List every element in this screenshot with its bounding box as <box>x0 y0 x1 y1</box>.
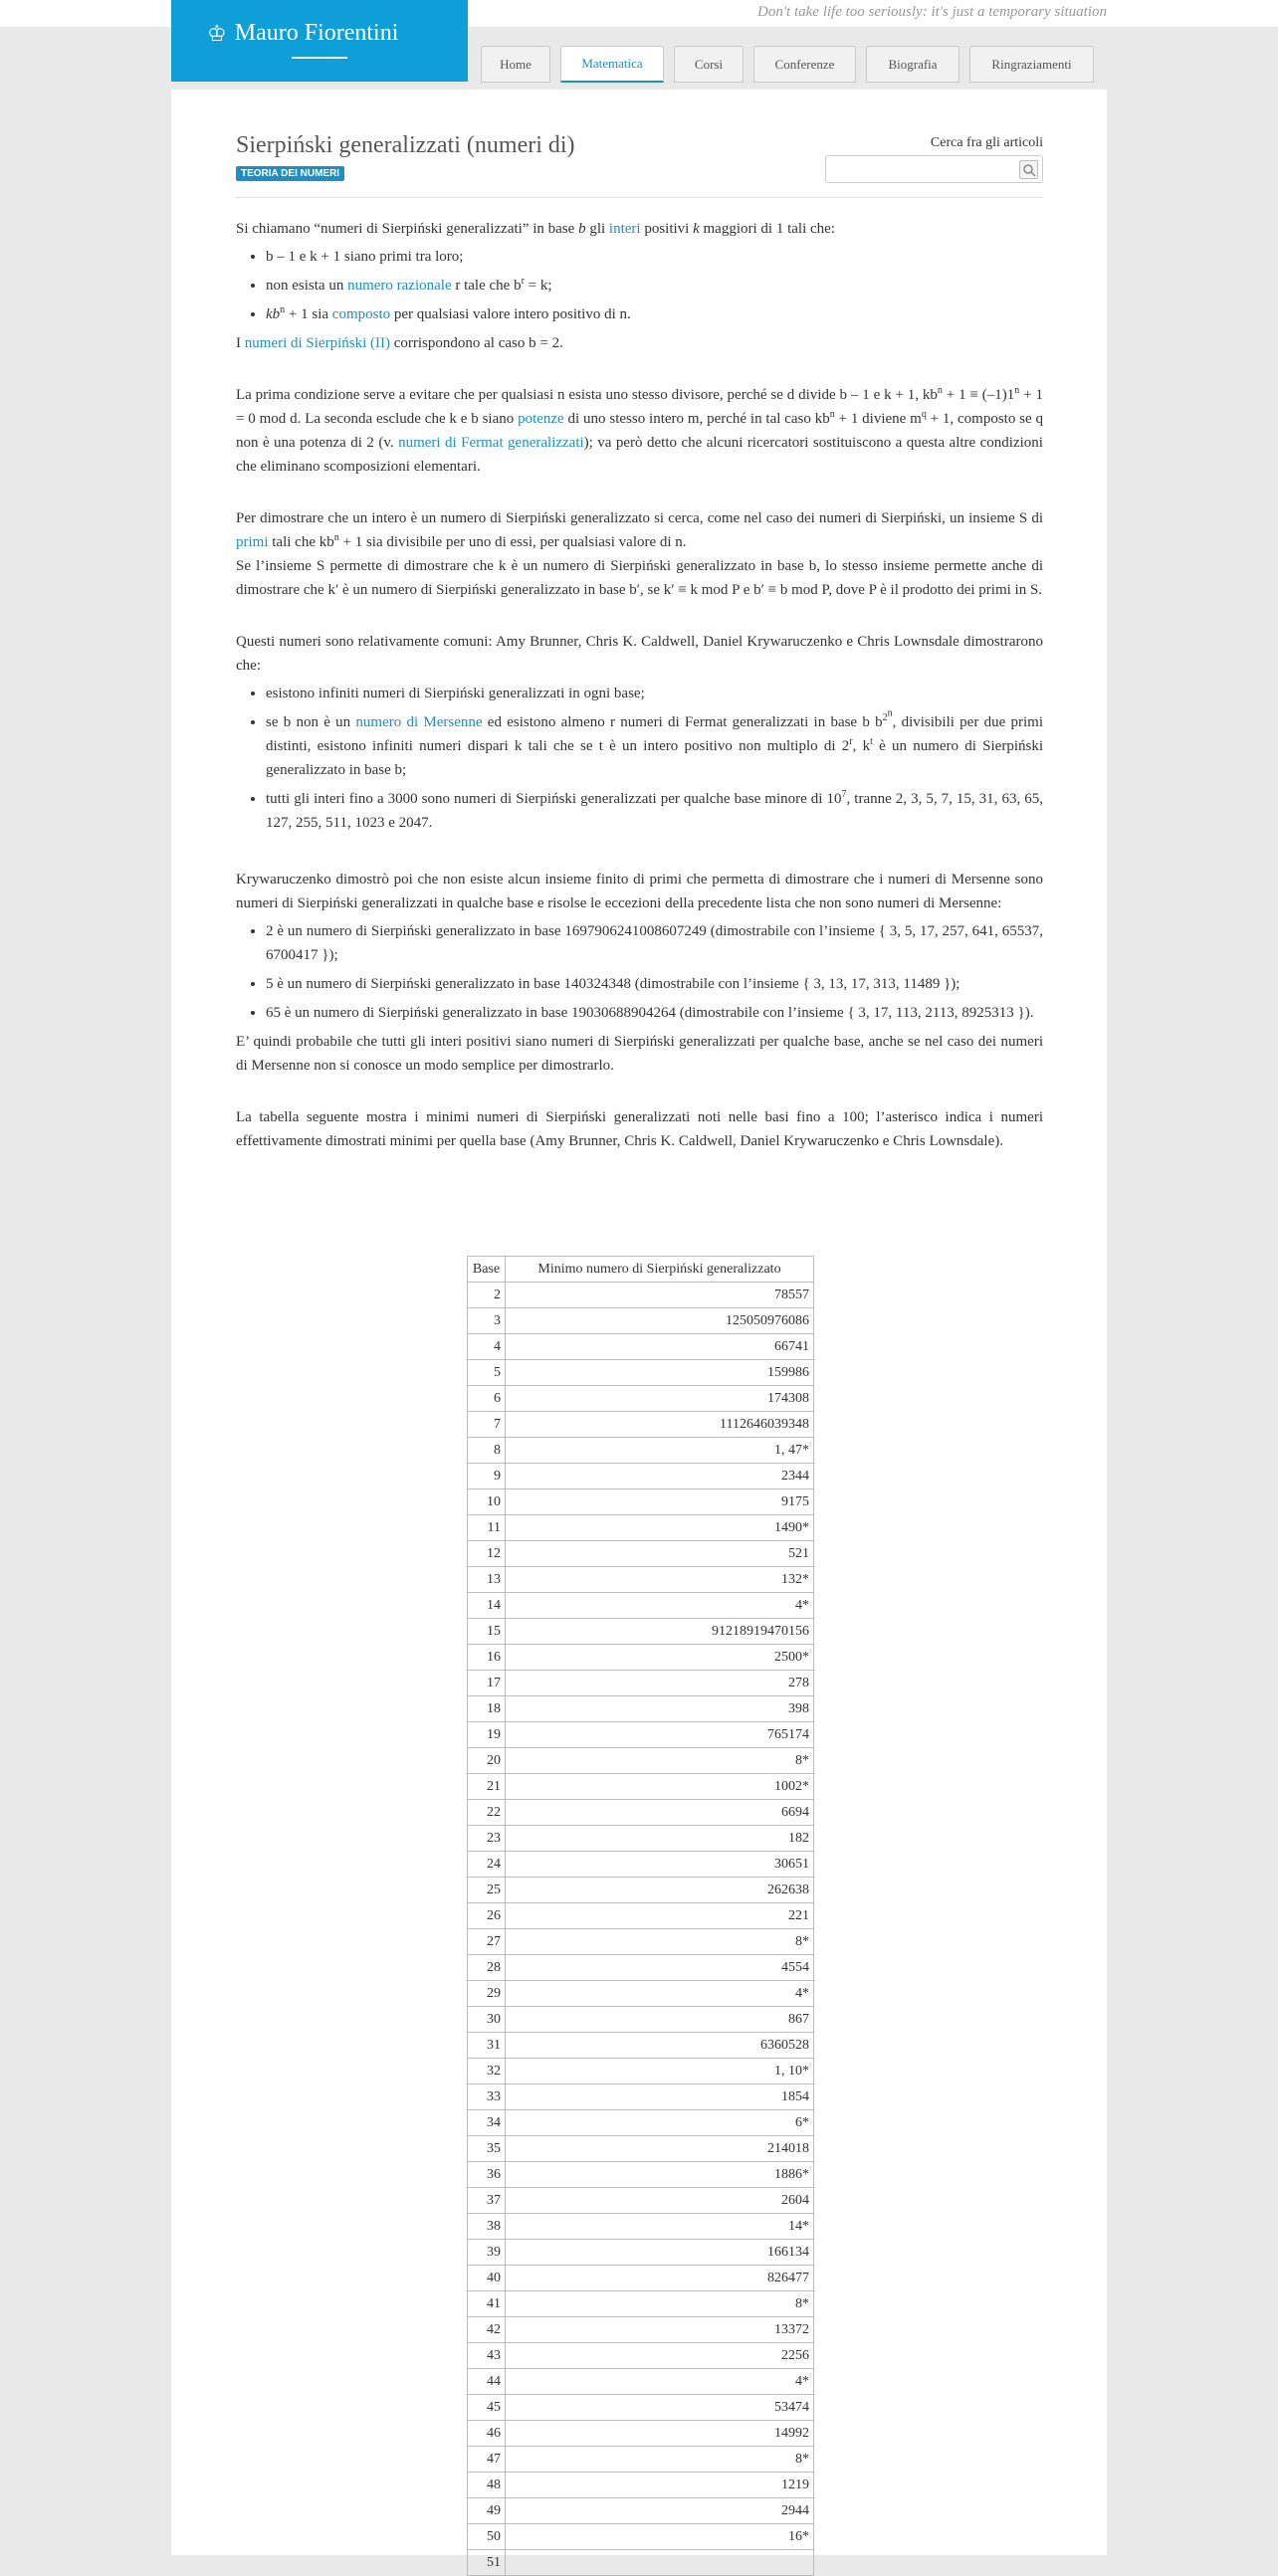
cell-base: 48 <box>468 2473 506 2498</box>
table-row <box>468 1412 814 1438</box>
cell-base: 7 <box>468 1412 506 1438</box>
search-icon <box>1022 163 1036 177</box>
table-row <box>468 1283 814 1308</box>
cell-base: 40 <box>468 2266 506 2291</box>
cell-value: 8* <box>506 1929 814 1955</box>
sierpinski-table <box>467 1256 814 2576</box>
cell-base: 15 <box>468 1619 506 1645</box>
cell-base: 28 <box>468 1955 506 1981</box>
table-row <box>468 2110 814 2136</box>
link-numero-mersenne[interactable]: numero di Mersenne <box>355 714 483 730</box>
exceptions-list <box>266 919 1043 1025</box>
table-row <box>468 2550 814 2576</box>
cell-base: 30 <box>468 2007 506 2033</box>
cell-value: 1854 <box>506 2084 814 2110</box>
table-row <box>468 2447 814 2473</box>
paragraph: La tabella seguente mostra i minimi numeri di Sierpiński generalizzati noti nelle basi fino a 100; l’asterisco indica i numeri effettivamente dimostrati minimi per quella base (Amy Brunner, Chris K. Caldwell, Daniel Krywaruczenko e Chris Lownsdale). <box>236 1109 1043 1149</box>
cell-value: 867 <box>506 2007 814 2033</box>
cell-value: 826477 <box>506 2266 814 2291</box>
list-item: • 2 è un numero di Sierpiński generalizzato in base 1697906241008607249 (dimostrabile con l’insieme { 3, 5, 17, 257, 641, 65537, 6700417 }); <box>266 919 1043 967</box>
link-primi[interactable]: primi <box>236 534 269 550</box>
table-row <box>468 1696 814 1722</box>
cell-value: 8* <box>506 2291 814 2317</box>
cell-base: 20 <box>468 1748 506 1774</box>
page-container <box>171 90 1107 2570</box>
table-row <box>468 2240 814 2266</box>
table-row <box>468 2317 814 2343</box>
table-row <box>468 1800 814 1826</box>
cell-base: 16 <box>468 1645 506 1671</box>
table-row <box>468 2343 814 2369</box>
list-item: • esistono infiniti numeri di Sierpiński generalizzati in ogni base; <box>266 682 1043 705</box>
cell-value: 2344 <box>506 1464 814 1489</box>
cell-value: 8* <box>506 2447 814 2473</box>
cell-value: 30651 <box>506 1852 814 1878</box>
list-item: • 65 è un numero di Sierpiński generalizzato in base 19030688904264 (dimostrabile con l’insieme { 3, 17, 113, 2113, 8925313 }). <box>266 1001 1043 1025</box>
article-body <box>236 217 1043 1153</box>
paragraph: E’ quindi probabile che tutti gli interi positivi siano numeri di Sierpiński generalizzati per qualche base, anche se nel caso dei numeri di Mersenne non si conosce un modo semplice per dimostrarlo. <box>236 1034 1043 1074</box>
table-row <box>468 1464 814 1489</box>
cell-value: 13372 <box>506 2317 814 2343</box>
cell-base: 10 <box>468 1489 506 1515</box>
table-row <box>468 1386 814 1412</box>
cell-value: 1490* <box>506 1515 814 1541</box>
cell-base: 37 <box>468 2188 506 2214</box>
cell-value: 2604 <box>506 2188 814 2214</box>
cell-value: 765174 <box>506 1722 814 1748</box>
crown-icon: ♔ <box>207 20 227 46</box>
cell-base: 2 <box>468 1283 506 1308</box>
cell-value: 1002* <box>506 1774 814 1800</box>
cell-value: 1112646039348 <box>506 1412 814 1438</box>
table-row <box>468 2395 814 2421</box>
cell-value: 174308 <box>506 1386 814 1412</box>
conditions-list <box>266 245 1043 326</box>
cell-base: 49 <box>468 2498 506 2524</box>
cell-value: 159986 <box>506 1360 814 1386</box>
table-row <box>468 1929 814 1955</box>
cell-base: 38 <box>468 2214 506 2240</box>
table-row <box>468 2162 814 2188</box>
cell-base: 29 <box>468 1981 506 2007</box>
cell-base: 24 <box>468 1852 506 1878</box>
table-row <box>468 1489 814 1515</box>
cell-base: 41 <box>468 2291 506 2317</box>
cell-value: 2944 <box>506 2498 814 2524</box>
cell-value <box>506 2550 814 2576</box>
site-logo[interactable] <box>171 0 468 82</box>
table-row <box>468 2033 814 2059</box>
cell-value: 6* <box>506 2110 814 2136</box>
cell-value: 398 <box>506 1696 814 1722</box>
cell-value: 6360528 <box>506 2033 814 2059</box>
table-row <box>468 1981 814 2007</box>
cell-value: 14* <box>506 2214 814 2240</box>
cell-base: 33 <box>468 2084 506 2110</box>
cell-value: 278 <box>506 1671 814 1696</box>
list-item: • se b non è un numero di Mersenne ed esistono almeno r numeri di Fermat generalizzati in base b $b^{2^n}$, divisibili per due primi distinti, esistono infiniti numeri dispari k tali che se t è un intero positivo non multiplo di 2$^r$, $k^t$ è un numero di Sierpiński generalizzato in base b; <box>266 710 1043 782</box>
cell-value: 14992 <box>506 2421 814 2447</box>
cell-value: 66741 <box>506 1334 814 1360</box>
cell-value: 4* <box>506 2369 814 2395</box>
cell-base: 6 <box>468 1386 506 1412</box>
list-item: • 5 è un numero di Sierpiński generalizzato in base 140324348 (dimostrabile con l’insieme { 3, 13, 17, 313, 11489 }); <box>266 972 1043 996</box>
table-row <box>468 1826 814 1852</box>
table-row <box>468 2421 814 2447</box>
link-numero-razionale[interactable]: numero razionale <box>347 278 452 294</box>
cell-value: 1, 10* <box>506 2059 814 2084</box>
cell-base: 11 <box>468 1515 506 1541</box>
cell-base: 14 <box>468 1593 506 1619</box>
nav-item-conferenze[interactable]: Conferenze <box>753 46 856 83</box>
list-item: • tutti gli interi fino a 3000 sono numeri di Sierpiński generalizzati per qualche base minore di $10^7$, tranne 2, 3, 5, 7, 15, 31, 63, 65, 127, 255, 511, 1023 e 2047. <box>266 787 1043 835</box>
cell-value: 78557 <box>506 1283 814 1308</box>
cell-value: 2500* <box>506 1645 814 1671</box>
paragraph: Se l’insieme S permette di dimostrare che k è un numero di Sierpiński generalizzato in base b, lo stesso insieme permette anche di dimostrare che k′ è un numero di Sierpiński generalizzato in base b′, se k′ ≡ k mod P e b′ ≡ b mod P, dove P è il prodotto dei primi in S. <box>236 558 1043 598</box>
paragraph: Questi numeri sono relativamente comuni: Amy Brunner, Chris K. Caldwell, Daniel Krywaruczenko e Chris Lownsdale dimostrarono che: <box>236 634 1043 674</box>
cell-base: 36 <box>468 2162 506 2188</box>
nav-item-corsi[interactable]: Corsi <box>674 46 744 83</box>
table-row <box>468 1593 814 1619</box>
intro-paragraph: Si chiamano “numeri di Sierpiński generalizzati” in base b gli interi positivi k maggiori di 1 tali che: <box>236 221 835 237</box>
table-row <box>468 1334 814 1360</box>
cell-base: 43 <box>468 2343 506 2369</box>
cell-value: 1886* <box>506 2162 814 2188</box>
cell-base: 32 <box>468 2059 506 2084</box>
cell-base: 46 <box>468 2421 506 2447</box>
cell-base: 21 <box>468 1774 506 1800</box>
cell-base: 5 <box>468 1360 506 1386</box>
table-row <box>468 1903 814 1929</box>
cell-value: 1, 47* <box>506 1438 814 1464</box>
table-row <box>468 1748 814 1774</box>
logo-text: Mauro Fiorentini <box>234 20 399 46</box>
cell-value: 262638 <box>506 1878 814 1903</box>
cell-base: 39 <box>468 2240 506 2266</box>
table-row <box>468 1619 814 1645</box>
link-potenze[interactable]: potenze <box>518 411 564 427</box>
table-row <box>468 1955 814 1981</box>
list-item: • b – 1 e k + 1 siano primi tra loro; <box>266 245 1043 269</box>
table-row <box>468 1878 814 1903</box>
table-row <box>468 2473 814 2498</box>
cell-value: 182 <box>506 1826 814 1852</box>
cell-base: 4 <box>468 1334 506 1360</box>
cell-base: 13 <box>468 1567 506 1593</box>
results-list <box>266 682 1043 835</box>
cell-base: 45 <box>468 2395 506 2421</box>
cell-base: 51 <box>468 2550 506 2576</box>
page-title: Sierpiński generalizzati (numeri di) <box>236 132 575 158</box>
link-numeri-fermat[interactable]: numeri di Fermat generalizzati <box>398 435 584 451</box>
table-row <box>468 1541 814 1567</box>
cell-base: 12 <box>468 1541 506 1567</box>
table-row <box>468 2369 814 2395</box>
header-divider <box>236 197 1043 198</box>
table-row <box>468 1567 814 1593</box>
cell-base: 8 <box>468 1438 506 1464</box>
cell-value: 4* <box>506 1981 814 2007</box>
search-label: Cerca fra gli articoli <box>930 135 1043 150</box>
main-nav <box>481 46 1094 83</box>
cell-base: 25 <box>468 1878 506 1903</box>
site-tagline: Don't take life too seriously: it's just a temporary situation <box>757 4 1107 20</box>
list-item: • $kb^n + 1$ sia composto per qualsiasi valore intero positivo di n. <box>266 302 1043 326</box>
link-numeri-sierpinski[interactable]: numeri di Sierpiński (II) <box>244 335 390 351</box>
link-interi[interactable]: interi <box>608 221 641 237</box>
link-composto[interactable]: composto <box>331 306 391 322</box>
paragraph: Krywaruczenko dimostrò poi che non esiste alcun insieme finito di primi che permetta di dimostrare che i numeri di Mersenne sono numeri di Sierpiński generalizzati in qualche base e risolse le eccezioni della precedente lista che non sono numeri di Mersenne: <box>236 872 1043 911</box>
table-row <box>468 2084 814 2110</box>
cell-value: 132* <box>506 1567 814 1593</box>
table-row <box>468 2291 814 2317</box>
nav-item-ringraziamenti[interactable]: Ringraziamenti <box>969 46 1094 83</box>
cell-base: 50 <box>468 2524 506 2550</box>
table-row <box>468 2524 814 2550</box>
table-row <box>468 1308 814 1334</box>
table-row <box>468 1645 814 1671</box>
cell-base: 23 <box>468 1826 506 1852</box>
cell-base: 22 <box>468 1800 506 1826</box>
cell-base: 42 <box>468 2317 506 2343</box>
paragraph: I numeri di Sierpiński (II) corrispondono al caso b = 2. <box>236 335 563 351</box>
list-item: • non esista un numero razionale r tale che $b^r = k$; <box>266 274 1043 297</box>
cell-value: 521 <box>506 1541 814 1567</box>
cell-value: 2256 <box>506 2343 814 2369</box>
cell-value: 16* <box>506 2524 814 2550</box>
cell-value: 91218919470156 <box>506 1619 814 1645</box>
table-row <box>468 2059 814 2084</box>
cell-value: 125050976086 <box>506 1308 814 1334</box>
cell-base: 27 <box>468 1929 506 1955</box>
cell-base: 17 <box>468 1671 506 1696</box>
table-row <box>468 2214 814 2240</box>
search-button[interactable] <box>1019 160 1038 179</box>
cell-base: 34 <box>468 2110 506 2136</box>
cell-value: 4554 <box>506 1955 814 1981</box>
table-header-base: Base <box>468 1257 506 1283</box>
table-row <box>468 2498 814 2524</box>
table-header-value: Minimo numero di Sierpiński generalizzato <box>506 1257 814 1283</box>
table-row <box>468 1774 814 1800</box>
cell-base: 9 <box>468 1464 506 1489</box>
cell-value: 214018 <box>506 2136 814 2162</box>
table-row <box>468 2188 814 2214</box>
logo-underline <box>292 57 347 59</box>
table-row <box>468 1852 814 1878</box>
cell-value: 166134 <box>506 2240 814 2266</box>
nav-item-biografia[interactable]: Biografia <box>866 46 959 83</box>
nav-item-home[interactable]: Home <box>481 46 550 83</box>
cell-base: 35 <box>468 2136 506 2162</box>
nav-item-matematica[interactable]: Matematica <box>560 46 664 83</box>
table-row <box>468 1722 814 1748</box>
cell-base: 31 <box>468 2033 506 2059</box>
cell-base: 18 <box>468 1696 506 1722</box>
cell-base: 47 <box>468 2447 506 2473</box>
cell-value: 53474 <box>506 2395 814 2421</box>
table-row <box>468 2007 814 2033</box>
cell-base: 26 <box>468 1903 506 1929</box>
cell-value: 1219 <box>506 2473 814 2498</box>
table-row <box>468 1360 814 1386</box>
table-row <box>468 1515 814 1541</box>
table-row <box>468 1671 814 1696</box>
cell-base: 44 <box>468 2369 506 2395</box>
table-row <box>468 2266 814 2291</box>
cell-base: 19 <box>468 1722 506 1748</box>
category-badge[interactable]: TEORIA DEI NUMERI <box>236 166 344 181</box>
paragraph: Per dimostrare che un intero è un numero di Sierpiński generalizzato si cerca, come nel caso dei numeri di Sierpiński, un insieme S di primi tali che $kb^n + 1$ sia divisibile per uno di essi, per qualsiasi valore di n. <box>236 510 1043 550</box>
cell-base: 3 <box>468 1308 506 1334</box>
table-row <box>468 2136 814 2162</box>
cell-value: 8* <box>506 1748 814 1774</box>
cell-value: 9175 <box>506 1489 814 1515</box>
table-row <box>468 1438 814 1464</box>
cell-value: 221 <box>506 1903 814 1929</box>
search-input[interactable] <box>825 155 1043 183</box>
table-body <box>468 1283 814 2576</box>
cell-value: 6694 <box>506 1800 814 1826</box>
paragraph: La prima condizione serve a evitare che per qualsiasi n esista uno stesso divisore, perché se d divide b – 1 e k + 1, $kb^n + 1 \equiv (-1)1^n + 1 = 0$ mod d. La seconda esclude che k e b siano potenze di uno stesso intero m, perché in tal caso $kb^n + 1$ diviene $m^q + 1$, composto se q non è una potenza di 2 (v. numeri di Fermat generalizzati); va però detto che alcuni ricercatori sostituiscono a questa altre condizioni che eliminano scomposizioni elementari. <box>236 385 1043 475</box>
cell-value: 4* <box>506 1593 814 1619</box>
